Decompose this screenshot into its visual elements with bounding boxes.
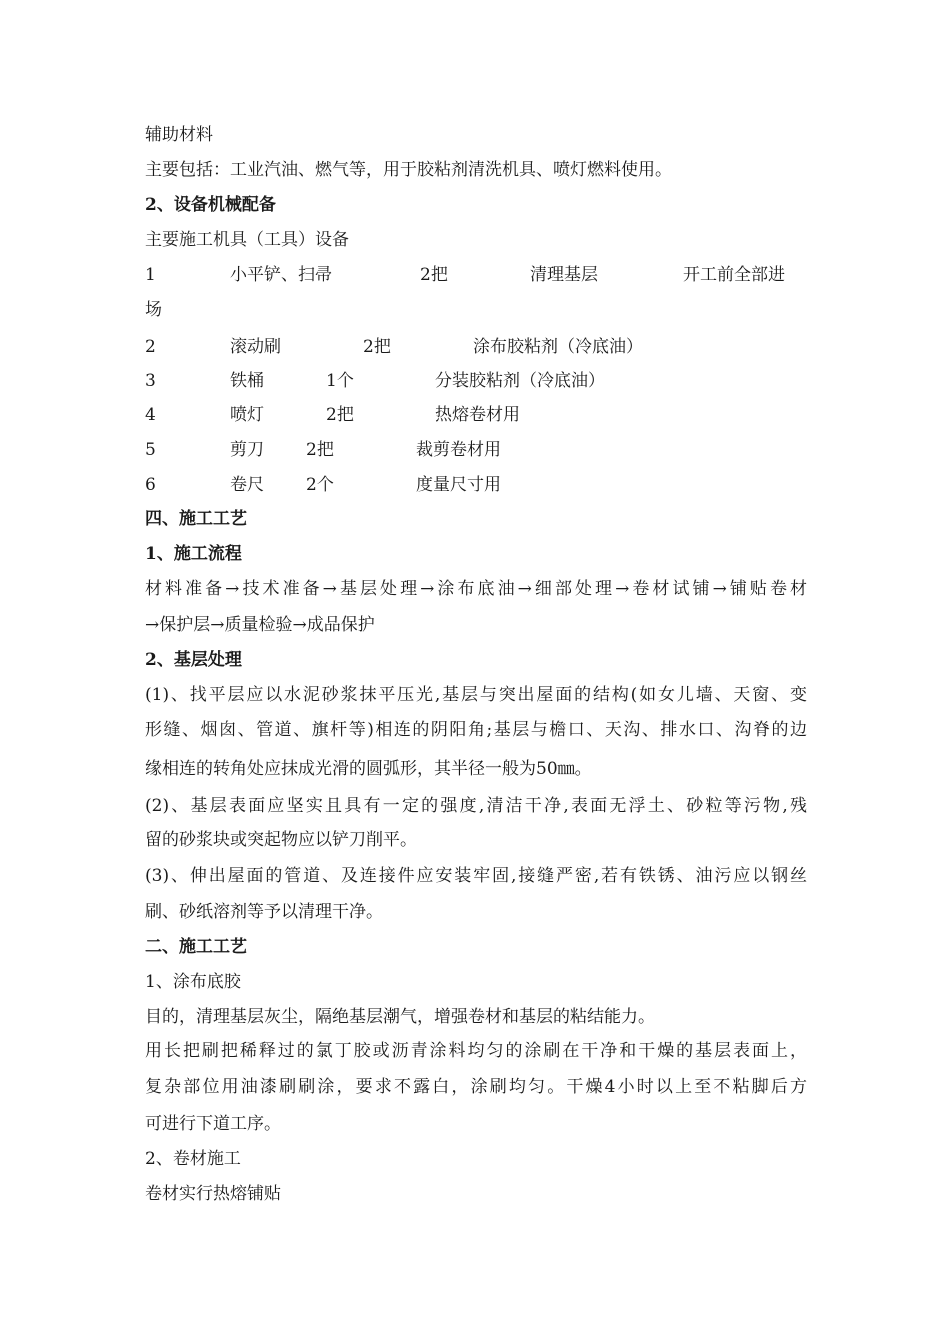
base-p3-line2: 刷、砂纸溶剂等予以清理干净。 — [145, 902, 383, 922]
tool-name: 滚动刷 — [230, 337, 281, 357]
tool-name: 小平铲、扫帚 — [230, 265, 332, 285]
flow-heading: 1、施工流程 — [145, 544, 242, 564]
tool-note-continued: 场 — [145, 300, 162, 320]
equipment-subheading: 主要施工机具（工具）设备 — [145, 230, 349, 250]
tool-name: 铁桶 — [230, 371, 264, 391]
section4-heading: 四、施工工艺 — [145, 509, 247, 529]
aux-materials-description: 主要包括：工业汽油、燃气等，用于胶粘剂清洗机具、喷灯燃料使用。 — [145, 160, 672, 180]
flow-text-line2: →保护层→质量检验→成品保护 — [145, 615, 375, 635]
base-p1-line1: (1)、找平层应以水泥砂浆抹平压光,基层与突出屋面的结构(如女儿墙、天窗、变 — [145, 685, 807, 705]
coating-purpose: 目的，清理基层灰尘，隔绝基层潮气，增强卷材和基层的粘结能力。 — [145, 1007, 655, 1027]
tool-use: 涂布胶粘剂（冷底油） — [473, 337, 643, 357]
tool-quantity: 2把 — [326, 405, 354, 425]
coating-method-line1: 用长把刷把稀释过的氯丁胶或沥青涂料均匀的涂刷在干净和干燥的基层表面上， — [145, 1041, 807, 1061]
roll-text: 卷材实行热熔铺贴 — [145, 1184, 281, 1204]
coating-method-line3: 可进行下道工序。 — [145, 1114, 281, 1134]
tool-quantity: 2把 — [420, 265, 448, 285]
tool-quantity: 2个 — [306, 475, 334, 495]
flow-text-line1: 材料准备→技术准备→基层处理→涂布底油→细部处理→卷材试铺→铺贴卷材 — [145, 579, 807, 599]
tool-quantity: 2把 — [363, 337, 391, 357]
row-number: 6 — [145, 475, 156, 495]
tool-use: 热熔卷材用 — [435, 405, 520, 425]
aux-materials-heading: 辅助材料 — [145, 125, 213, 145]
tool-use: 度量尺寸用 — [416, 475, 501, 495]
equipment-heading: 2、设备机械配备 — [145, 195, 276, 215]
tool-note: 开工前全部进 — [683, 265, 785, 285]
tool-use: 分装胶粘剂（冷底油） — [435, 371, 605, 391]
tool-use: 清理基层 — [530, 265, 598, 285]
tool-name: 卷尺 — [230, 475, 264, 495]
row-number: 4 — [145, 405, 156, 425]
coating-method-line2: 复杂部位用油漆刷刷涂，要求不露白，涂刷均匀。干燥4小时以上至不粘脚后方 — [145, 1077, 807, 1097]
base-p1-line3: 缘相连的转角处应抹成光滑的圆弧形，其半径一般为50㎜。 — [145, 759, 592, 779]
base-p2-line1: (2)、基层表面应坚实且具有一定的强度,清洁干净,表面无浮土、砂粒等污物,残 — [145, 796, 807, 816]
roll-heading: 2、卷材施工 — [145, 1149, 241, 1169]
tool-name: 剪刀 — [230, 440, 264, 460]
base-p1-line2: 形缝、烟囱、管道、旗杆等)相连的阴阳角;基层与檐口、天沟、排水口、沟脊的边 — [145, 720, 807, 740]
base-p2-line2: 留的砂浆块或突起物应以铲刀削平。 — [145, 830, 417, 850]
tool-quantity: 1个 — [326, 371, 354, 391]
tool-use: 裁剪卷材用 — [416, 440, 501, 460]
row-number: 3 — [145, 371, 156, 391]
tool-quantity: 2把 — [306, 440, 334, 460]
coating-heading: 1、涂布底胶 — [145, 972, 241, 992]
tool-name: 喷灯 — [230, 405, 264, 425]
base-treatment-heading: 2、基层处理 — [145, 650, 242, 670]
row-number: 2 — [145, 337, 156, 357]
base-p3-line1: (3)、伸出屋面的管道、及连接件应安装牢固,接缝严密,若有铁锈、油污应以钢丝 — [145, 866, 807, 886]
row-number: 1 — [145, 265, 156, 285]
row-number: 5 — [145, 440, 156, 460]
section2-heading: 二、施工工艺 — [145, 937, 247, 957]
